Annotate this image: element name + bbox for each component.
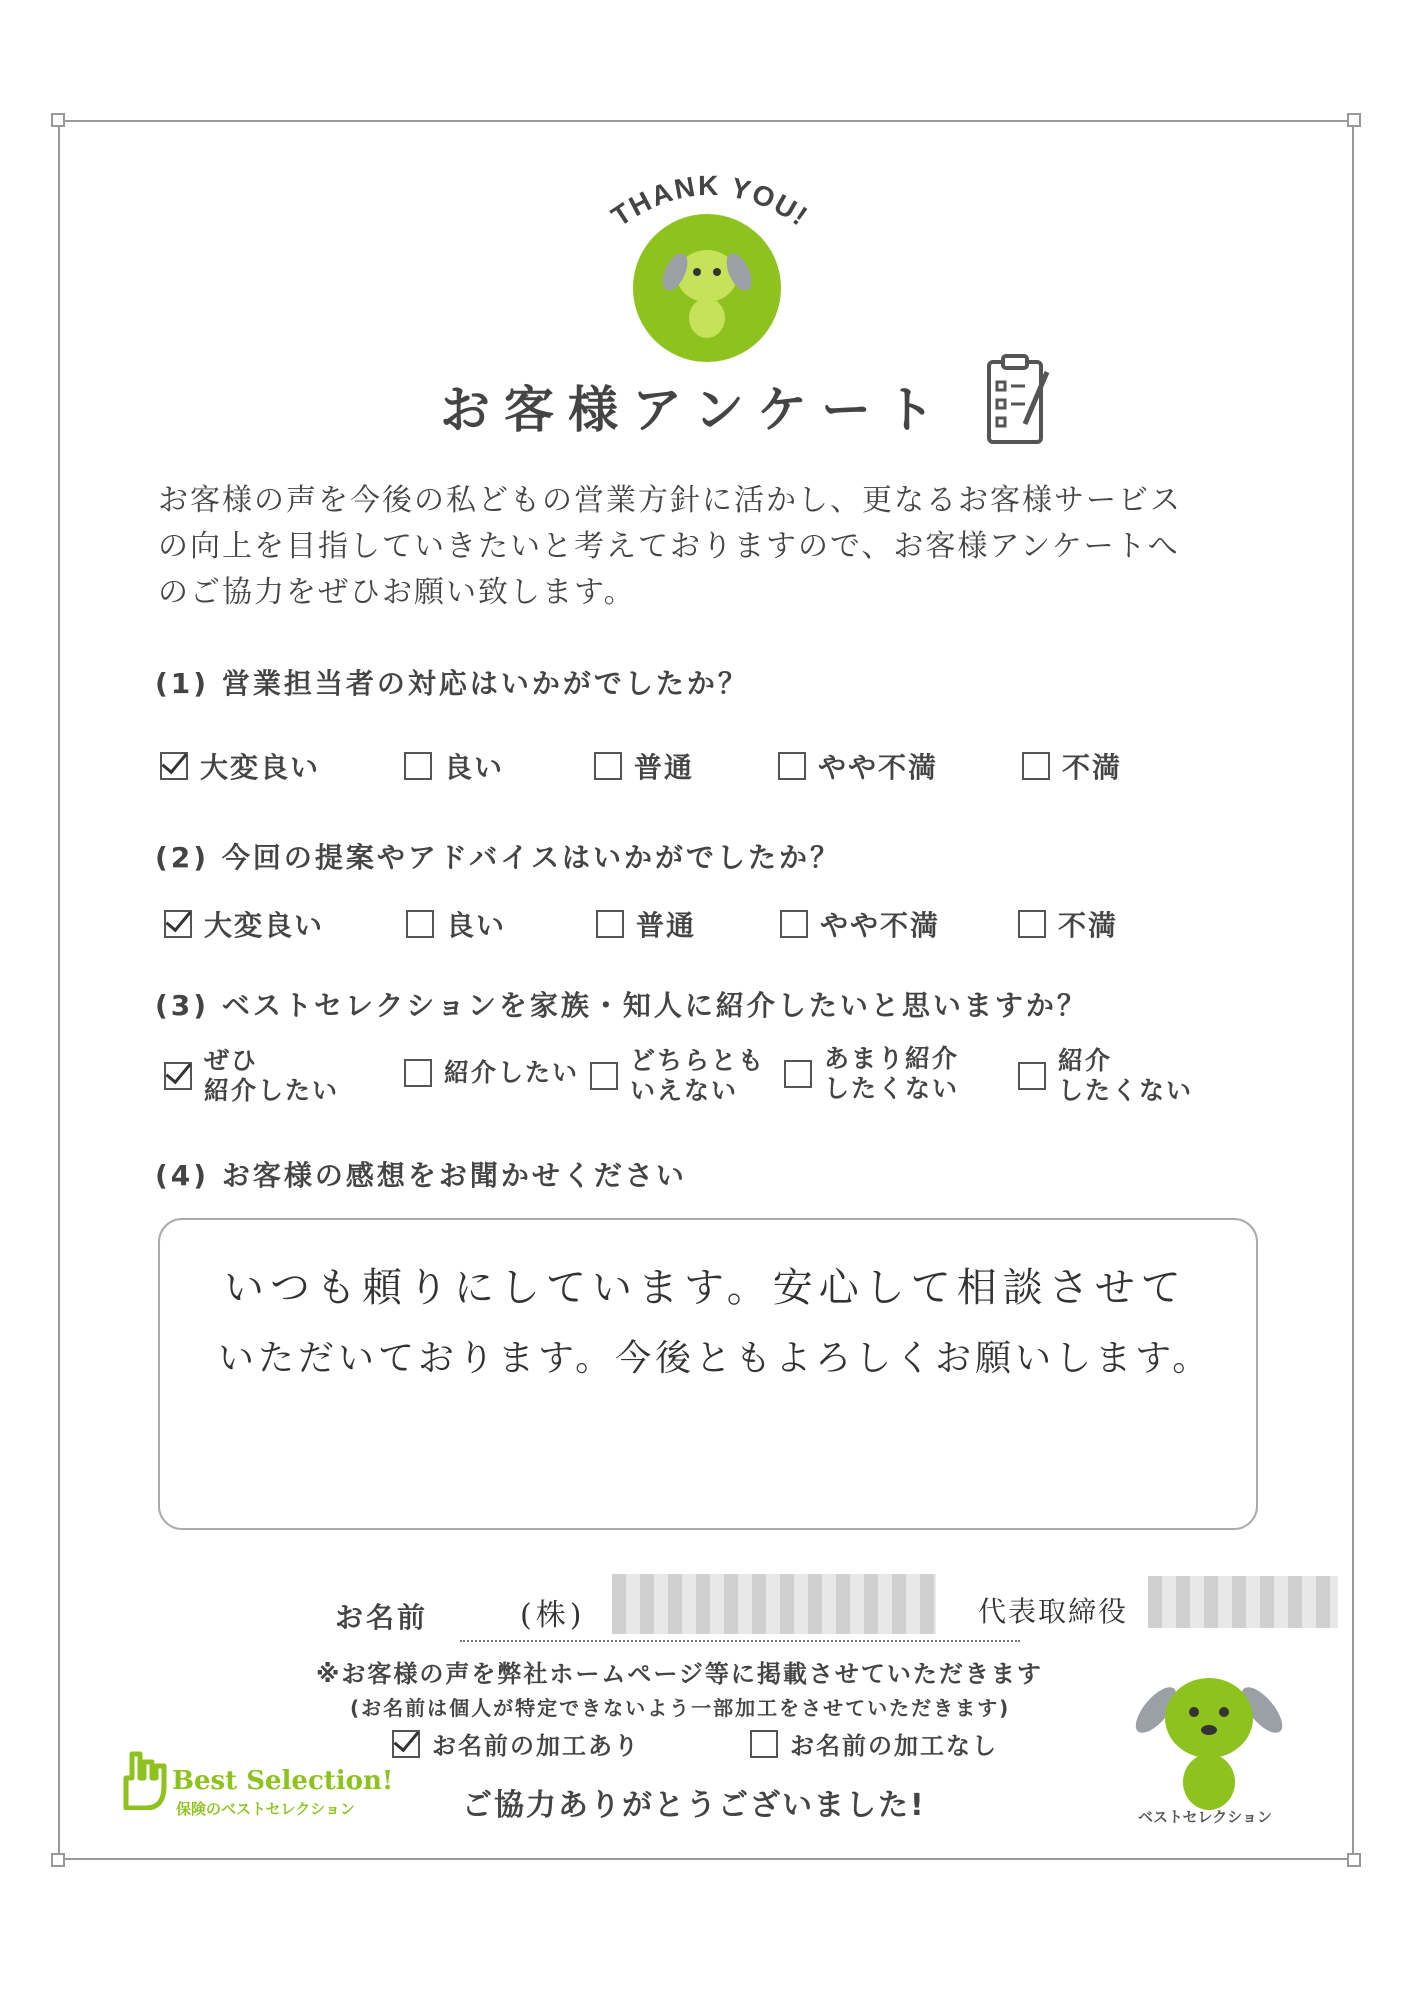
mascot-caption: ベストセレクション — [1138, 1808, 1272, 1826]
checkbox[interactable] — [404, 1059, 432, 1087]
q1-option-3[interactable]: 普通 — [594, 746, 694, 786]
thanks-message: ご協力ありがとうございました! — [462, 1788, 926, 1823]
q3-option-3[interactable]: どちらとも いえない — [590, 1046, 765, 1106]
checkbox[interactable] — [778, 752, 806, 780]
q1-option-1[interactable]: 大変良い — [160, 746, 320, 786]
checkbox[interactable] — [596, 910, 624, 938]
option-name-processing[interactable]: お名前の加工あり — [392, 1726, 640, 1761]
q2-option-1[interactable]: 大変良い — [164, 904, 324, 944]
q1-option-5[interactable]: 不満 — [1022, 746, 1122, 786]
redacted-company-name — [612, 1574, 936, 1634]
frame-corner — [51, 113, 65, 127]
logo-name: Best Selection! — [172, 1766, 394, 1796]
comment-line-1: いつも頼りにしています。安心して相談させて — [224, 1265, 1187, 1311]
logo-subtitle: 保険のベストセレクション — [176, 1800, 355, 1818]
question-3: (3) ベストセレクションを家族・知人に紹介したいと思いますか？ — [155, 989, 1088, 1022]
q3-option-5[interactable]: 紹介 したくない — [1018, 1046, 1193, 1106]
checkbox[interactable] — [392, 1730, 420, 1758]
frame-corner — [51, 1853, 65, 1867]
checkbox[interactable] — [404, 752, 432, 780]
checkbox[interactable] — [160, 752, 188, 780]
q1-option-2[interactable]: 良い — [404, 746, 504, 786]
checkbox[interactable] — [750, 1730, 778, 1758]
name-label: お名前 — [335, 1601, 429, 1634]
checkbox[interactable] — [784, 1060, 812, 1088]
comment-textarea[interactable] — [158, 1218, 1258, 1530]
checkbox[interactable] — [164, 1062, 192, 1090]
svg-text:THANK YOU!: THANK YOU! — [605, 169, 815, 233]
position-title: 代表取締役 — [978, 1595, 1129, 1628]
q2-option-4[interactable]: やや不満 — [780, 904, 940, 944]
q3-option-4[interactable]: あまり紹介 したくない — [784, 1044, 959, 1104]
intro-text: お客様の声を今後の私どもの営業方針に活かし、更なるお客様サービス の向上を目指していきたいと考えておりますので、お客様アンケートへ のご協力をぜひお願い致します。 — [158, 483, 1182, 610]
q2-option-5[interactable]: 不満 — [1018, 904, 1118, 944]
q3-option-1[interactable]: ぜひ 紹介したい — [164, 1046, 339, 1106]
checkbox[interactable] — [1018, 1062, 1046, 1090]
checkbox[interactable] — [780, 910, 808, 938]
publication-notice-sub: (お名前は個人が特定できないよう一部加工をさせていただきます) — [350, 1696, 1011, 1720]
question-4: (4) お客様の感想をお聞かせください — [155, 1159, 687, 1192]
checkbox[interactable] — [594, 752, 622, 780]
question-1: (1) 営業担当者の対応はいかがでしたか？ — [155, 667, 749, 700]
checkbox[interactable] — [164, 910, 192, 938]
option-no-name-processing[interactable]: お名前の加工なし — [750, 1726, 998, 1761]
checkbox[interactable] — [1018, 910, 1046, 938]
company-prefix: (株) — [520, 1598, 586, 1633]
comment-line-2: いただいております。今後ともよろしくお願いします。 — [218, 1338, 1213, 1379]
name-underline — [460, 1640, 1020, 1642]
redacted-person-name — [1148, 1576, 1338, 1628]
best-selection-logo-icon — [118, 1748, 174, 1810]
clipboard-icon — [985, 352, 1065, 447]
q2-option-3[interactable]: 普通 — [596, 904, 696, 944]
survey-title: お客様アンケート — [440, 381, 949, 439]
publication-notice: ※お客様の声を弊社ホームページ等に掲載させていただきます — [316, 1660, 1043, 1688]
q2-option-2[interactable]: 良い — [406, 904, 506, 944]
checkbox[interactable] — [1022, 752, 1050, 780]
mascot-dog-icon — [1134, 1670, 1284, 1810]
q3-option-2[interactable]: 紹介したい — [404, 1058, 579, 1088]
q1-option-4[interactable]: やや不満 — [778, 746, 938, 786]
checkbox[interactable] — [406, 910, 434, 938]
mascot-dog-icon — [633, 214, 781, 362]
frame-corner — [1347, 113, 1361, 127]
question-2: (2) 今回の提案やアドバイスはいかがでしたか？ — [155, 841, 841, 874]
checkbox[interactable] — [590, 1062, 618, 1090]
frame-corner — [1347, 1853, 1361, 1867]
